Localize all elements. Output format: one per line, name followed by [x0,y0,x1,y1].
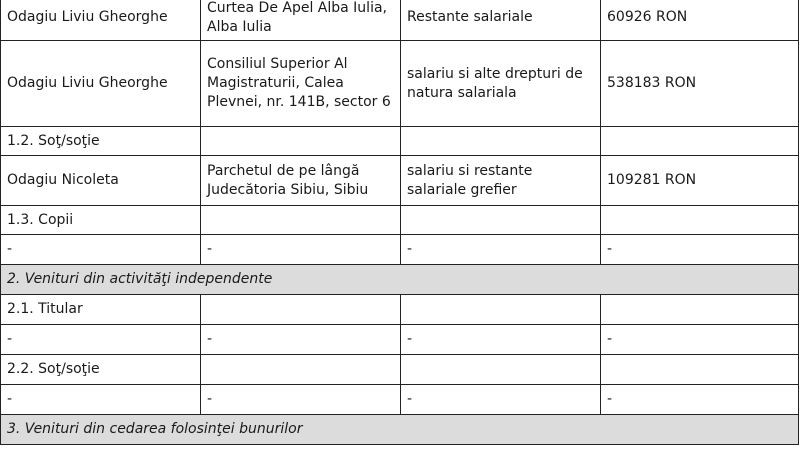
empty-cell [201,206,401,235]
dash-cell: - [601,235,799,265]
section-header-cell: 3. Venituri din cedarea folosinţei bunurilor [1,415,799,445]
table-row [1,235,799,265]
amount-cell: 109281 RON [601,156,799,206]
section-header-row [1,415,799,445]
dash-cell: - [601,325,799,355]
table-row [1,206,799,235]
dash-cell: - [601,385,799,415]
dash-cell: - [401,325,601,355]
table-row [1,355,799,385]
source-cell: Curtea De Apel Alba Iulia, Alba Iulia [201,0,401,41]
subsection-label-cell: 1.2. Soţ/soţie [1,127,201,156]
dash-cell: - [1,325,201,355]
empty-cell [401,355,601,385]
amount-cell: 60926 RON [601,0,799,41]
section-header-row [1,265,799,295]
dash-cell: - [201,385,401,415]
dash-cell: - [401,235,601,265]
table-row [1,41,799,127]
source-cell: Parchetul de pe lângă Judecătoria Sibiu, Sibiu [201,156,401,206]
empty-cell [401,295,601,325]
dash-cell: - [1,385,201,415]
table-row [1,156,799,206]
empty-cell [201,295,401,325]
empty-cell [601,355,799,385]
dash-cell: - [201,235,401,265]
holder-name-cell: Odagiu Liviu Gheorghe [1,0,201,41]
dash-cell: - [401,385,601,415]
empty-cell [201,127,401,156]
amount-cell: 538183 RON [601,41,799,127]
holder-name-cell: Odagiu Liviu Gheorghe [1,41,201,127]
income-type-cell: Restante salariale [401,0,601,41]
dash-cell: - [1,235,201,265]
dash-cell: - [201,325,401,355]
empty-cell [201,355,401,385]
table-row [1,127,799,156]
empty-cell [601,127,799,156]
subsection-label-cell: 2.2. Soţ/soţie [1,355,201,385]
table-row [1,295,799,325]
source-cell: Consiliul Superior Al Magistraturii, Calea Plevnei, nr. 141B, sector 6 [201,41,401,127]
empty-cell [601,295,799,325]
section-header-cell: 2. Venituri din activităţi independente [1,265,799,295]
table-row [1,385,799,415]
table-row [1,325,799,355]
table-row [1,0,799,41]
subsection-label-cell: 2.1. Titular [1,295,201,325]
empty-cell [601,206,799,235]
empty-cell [401,206,601,235]
subsection-label-cell: 1.3. Copii [1,206,201,235]
income-type-cell: salariu si restante salariale grefier [401,156,601,206]
empty-cell [401,127,601,156]
income-type-cell: salariu si alte drepturi de natura salariala [401,41,601,127]
holder-name-cell: Odagiu Nicoleta [1,156,201,206]
